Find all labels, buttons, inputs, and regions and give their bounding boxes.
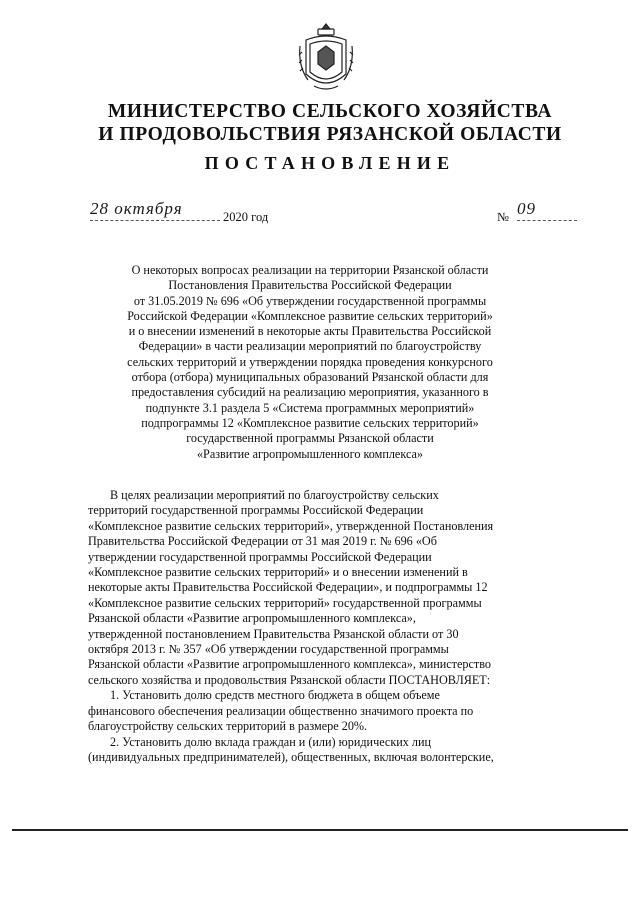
body-line: утверждении государственной программы Российской Федерации [88, 549, 432, 564]
title-line: подпункте 3.1 раздела 5 «Система программных мероприятий» [145, 400, 475, 415]
title-line: Постановления Правительства Российской Федерации [168, 278, 452, 293]
body-line: (индивидуальных предпринимателей), общественных, включая волонтерские, [88, 749, 494, 764]
document-body [88, 488, 584, 765]
body-line: 1. Установить долю средств местного бюджета в общем объеме [110, 688, 440, 703]
title-line: Российской Федерации «Комплексное развитие сельских территорий» [127, 308, 493, 323]
handwritten-date: 28 октября [90, 199, 220, 221]
body-line: «Комплексное развитие сельских территорий» и о внесении изменений в [88, 565, 468, 580]
title-line: от 31.05.2019 № 696 «Об утверждении государственной программы [133, 293, 487, 308]
org-name-line-1: МИНИСТЕРСТВО СЕЛЬСКОГО ХОЗЯЙСТВА [107, 101, 553, 122]
body-line: Рязанской области «Развитие агропромышленного комплекса», министерство [88, 657, 492, 672]
org-name-line-2: И ПРОДОВОЛЬСТВИЯ РЯЗАНСКОЙ ОБЛАСТИ [98, 124, 562, 145]
body-line: Правительства Российской Федерации от 31 мая 2019 г. № 696 «Об [88, 534, 437, 549]
body-line: благоустройству сельских территорий в размере 20%. [88, 719, 368, 734]
body-line: утвержденной постановлением Правительства Рязанской области от 30 [88, 626, 459, 641]
body-line: Рязанской области «Развитие агропромышленного комплекса», [88, 611, 416, 626]
body-line: В целях реализации мероприятий по благоустройству сельских [110, 488, 439, 502]
title-line: подпрограммы 12 «Комплексное развитие сельских территорий» [141, 415, 479, 430]
title-line: предоставления субсидий на реализацию мероприятия, указанного в [131, 385, 489, 400]
title-line: О некоторых вопросах реализации на территории Рязанской области [131, 263, 489, 277]
coat-of-arms-emblem [296, 22, 356, 94]
body-line: «Комплексное развитие сельских территорий», утвержденной Постановления [88, 518, 494, 533]
title-line: «Развитие агропромышленного комплекса» [196, 446, 424, 461]
document-title [100, 263, 520, 462]
page-edge-line [12, 829, 628, 831]
title-line: Федерации» в части реализации мероприятий по благоустройству [138, 339, 482, 354]
body-line: некоторые акты Правительства Российской Федерации», и подпрограммы 12 [88, 580, 488, 595]
body-line: территорий государственной программы Российской Федерации [88, 503, 424, 518]
body-line: октября 2013 г. № 357 «Об утверждении государственной программы [88, 642, 449, 657]
title-line: сельских территорий и утверждении порядка проведения конкурсного [127, 354, 493, 369]
handwritten-number: 09 [517, 199, 577, 221]
body-line: 2. Установить долю вклада граждан и (или) юридических лиц [110, 734, 432, 749]
title-line: и о внесении изменений в некоторые акты Правительства Российской [128, 324, 492, 339]
document-year: 2020 год [223, 210, 269, 224]
title-line: отбора (отбора) муниципальных образований Рязанской области для [131, 370, 489, 385]
body-line: «Комплексное развитие сельских территорий» государственной программы [88, 595, 482, 610]
title-line: государственной программы Рязанской области [186, 431, 434, 446]
body-line: финансового обеспечения реализации общественно значимого проекта по [88, 703, 474, 718]
body-line: сельского хозяйства и продовольствия Рязанской области ПОСТАНОВЛЯЕТ: [88, 672, 491, 687]
number-label: № [497, 210, 509, 224]
document-type: ПОСТАНОВЛЕНИЕ [204, 153, 456, 173]
